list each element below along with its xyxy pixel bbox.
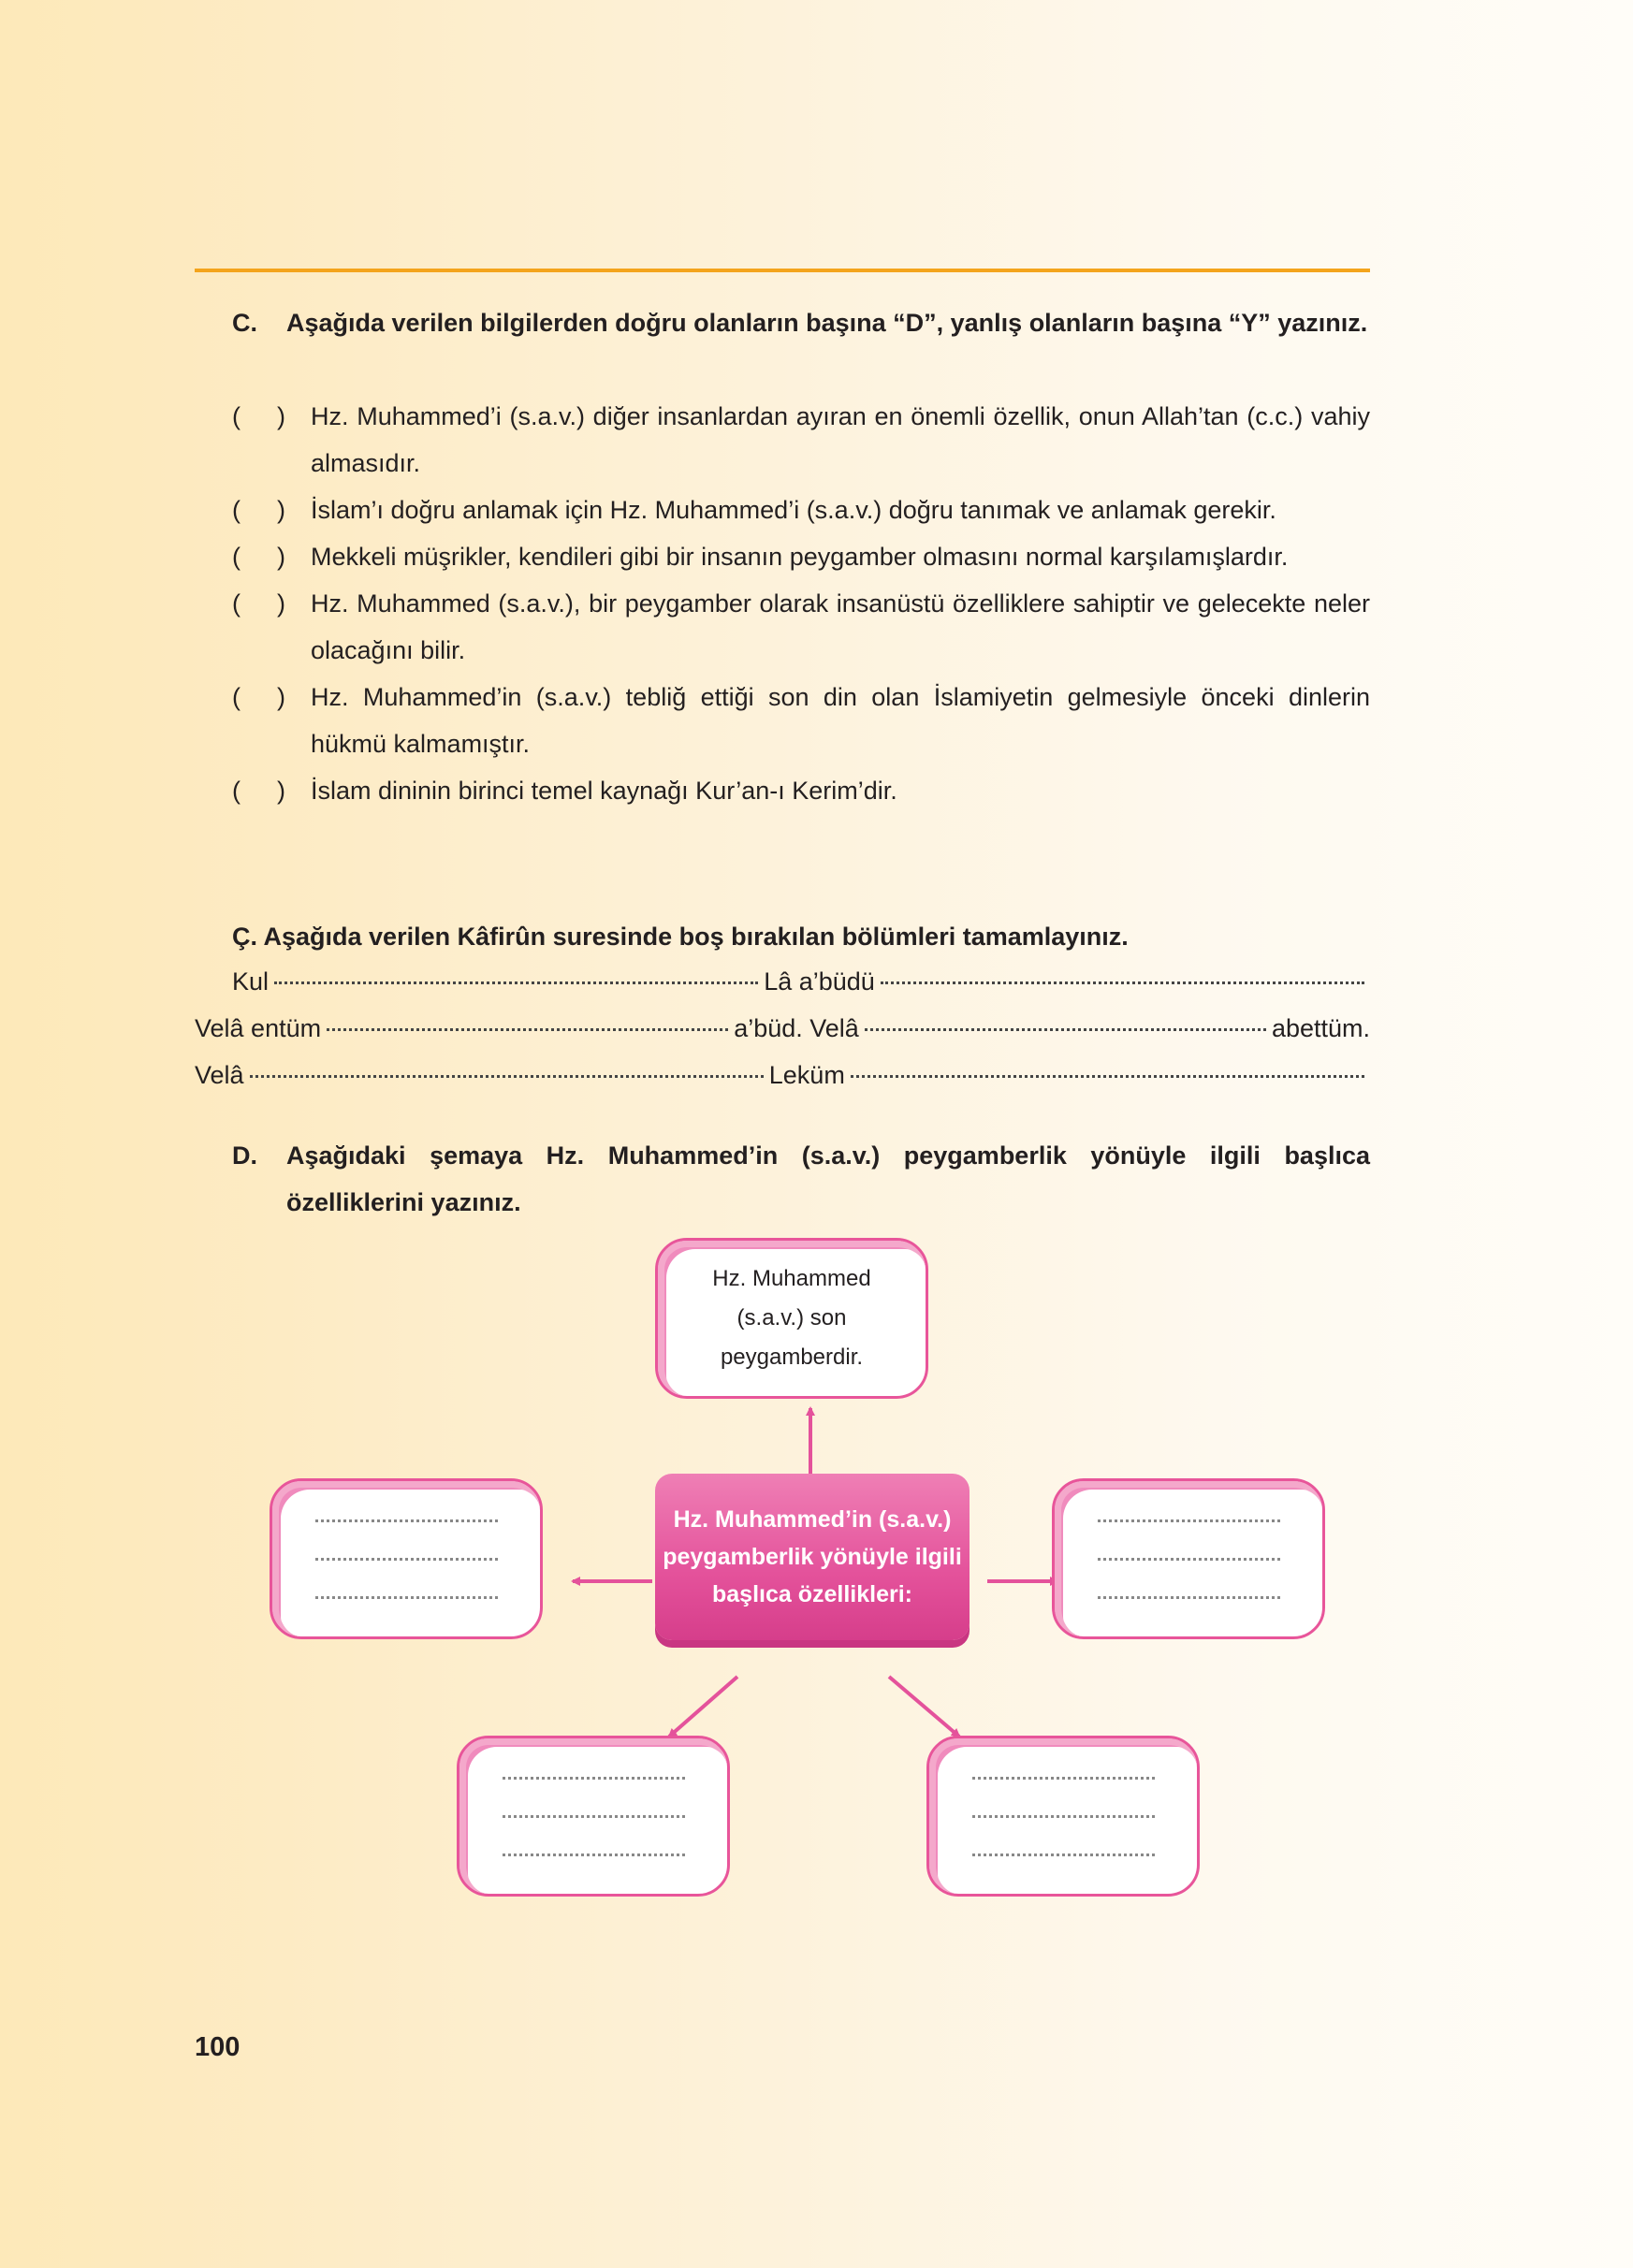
statement-2: İslam’ı doğru anlamak için Hz. Muhammed’i (s.a.v.) doğru tanımak ve anlamak gerekir. (311, 496, 1276, 524)
fill-text: abettüm. (1271, 1014, 1370, 1042)
answer-line[interactable] (503, 1815, 685, 1818)
center-box-text: Hz. Muhammed’in (s.a.v.) peygamberlik yönüyle ilgili başlıca özellikleri: (663, 1506, 962, 1607)
answer-box-bottom-right[interactable] (926, 1736, 1200, 1897)
answer-line[interactable] (1098, 1519, 1280, 1522)
fill-text: Lâ a’büdü (764, 967, 875, 996)
fill-text: Leküm (768, 1061, 845, 1089)
answer-line[interactable] (503, 1777, 685, 1780)
fill-text: Kul (232, 967, 270, 996)
fill-text: Velâ (195, 1061, 244, 1089)
answer-blank[interactable]: ( ) (232, 683, 285, 711)
page-number: 100 (195, 2032, 241, 2062)
fill-text: Velâ entüm (195, 1014, 322, 1042)
top-box-text: Hz. Muhammed (s.a.v.) son peygamberdir. (712, 1266, 871, 1370)
top-info-box (655, 1238, 928, 1399)
section-c-instruction: Aşağıda verilen bilgilerden doğru olanların başına “D”, yanlış olanların başına “Y” yazınız. (286, 309, 1368, 337)
answer-box-right[interactable] (1052, 1478, 1325, 1639)
section-d-letter: D. (232, 1141, 257, 1170)
fill-text: a’büd. Velâ (734, 1014, 859, 1042)
section-c-letter: C. (232, 309, 257, 337)
answer-line[interactable] (503, 1854, 685, 1856)
answer-line[interactable] (972, 1854, 1155, 1856)
answer-box-left[interactable] (270, 1478, 543, 1639)
answer-line[interactable] (1098, 1558, 1280, 1561)
answer-blank[interactable]: ( ) (232, 496, 285, 524)
section-d-instruction: Aşağıdaki şemaya Hz. Muhammed’in (s.a.v.) peygamberlik yönüyle ilgili başlıca özelliklerini yazınız. (286, 1141, 1370, 1216)
answer-line[interactable] (315, 1558, 498, 1561)
answer-blank[interactable]: ( ) (232, 589, 285, 618)
statement-3: Mekkeli müşrikler, kendileri gibi bir insanın peygamber olmasını normal karşılamışlardır. (311, 543, 1289, 571)
statement-1: Hz. Muhammed’i (s.a.v.) diğer insanlardan ayıran en önemli özellik, onun Allah’tan (c.c.) vahiy almasıdır. (311, 402, 1370, 477)
answer-blank[interactable]: ( ) (232, 543, 285, 571)
answer-line[interactable] (315, 1519, 498, 1522)
center-box (655, 1474, 970, 1640)
answer-line[interactable] (1098, 1596, 1280, 1599)
section-cc-heading: Ç. Aşağıda verilen Kâfirûn suresinde boş bırakılan bölümleri tamamlayınız. (232, 923, 1129, 951)
arrow-down-right (889, 1677, 959, 1737)
statement-5: Hz. Muhammed’in (s.a.v.) tebliğ ettiği son din olan İslamiyetin gelmesiyle önceki dinlerin hükmü kalmamıştır. (311, 683, 1370, 758)
answer-line[interactable] (315, 1596, 498, 1599)
answer-blank[interactable]: ( ) (232, 777, 285, 805)
answer-line[interactable] (972, 1777, 1155, 1780)
answer-blank[interactable]: ( ) (232, 402, 285, 430)
answer-box-bottom-left[interactable] (457, 1736, 730, 1897)
statement-6: İslam dininin birinci temel kaynağı Kur’an-ı Kerim’dir. (311, 777, 897, 805)
statement-4: Hz. Muhammed (s.a.v.), bir peygamber olarak insanüstü özelliklere sahiptir ve gelecekte neler olacağını bilir. (311, 589, 1370, 664)
arrow-down-left (669, 1677, 737, 1737)
answer-line[interactable] (972, 1815, 1155, 1818)
